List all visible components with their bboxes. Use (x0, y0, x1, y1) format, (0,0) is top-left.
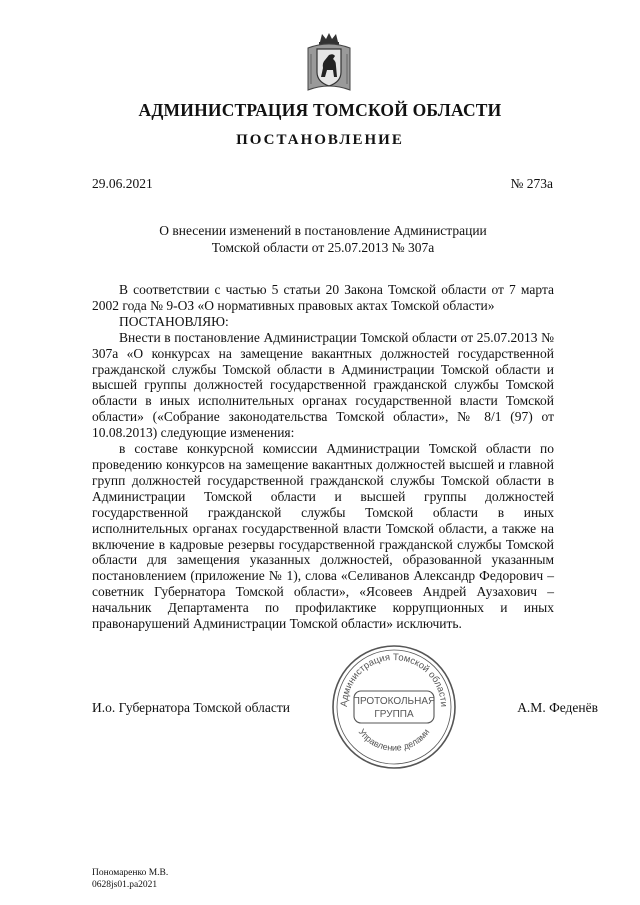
protocol-group-stamp (330, 643, 458, 771)
stamp-outer-text: Администрация Томской области (338, 651, 450, 708)
commission-paragraph: в составе конкурсной комиссии Администрации Томской области по проведению конкурсов на замещение вакантных должностей высшей и главной групп должностей государственной гражданской службы Томской области в Администрации Томской области и высшей группы должностей государственной гражданской службы Томской области в иных исполнительных органах государственной власти Томской области, а также на включение в кадровые резервы государственной гражданской службы Томской области для замещения указанных должностей, образованной указанным постановлением (приложение № 1), слова «Селиванов Александр Федорович – советник Губернатора Томской области», «Ясовеев Андрей Аузахович – начальник Департамента по профилактике коррупционных и иных правонарушений Администрации Томской области» исключить. (92, 441, 554, 632)
organization-title: АДМИНИСТРАЦИЯ ТОМСКОЙ ОБЛАСТИ (138, 100, 502, 120)
preamble-paragraph: В соответствии с частью 5 статьи 20 Закона Томской области от 7 марта 2002 года № 9-ОЗ «О нормативных правовых актах Томской области» (92, 282, 554, 313)
stamp-line-1: ПРОТОКОЛЬНАЯ (352, 696, 436, 707)
subject-line-1: О внесении изменений в постановление Администрации (159, 223, 487, 238)
resolution-word: ПОСТАНОВЛЯЮ: (119, 313, 229, 329)
subject-line-2: Томской области от 25.07.2013 № 307а (211, 240, 435, 255)
stamp-line-2: ГРУППА (374, 709, 414, 720)
executor-name: Пономаренко М.В. (92, 868, 169, 878)
coat-of-arms-icon (306, 32, 352, 92)
footer-notes (92, 868, 168, 891)
document-date: 29.06.2021 (92, 176, 153, 191)
document-subject (92, 222, 554, 256)
amendment-paragraph: Внести в постановление Администрации Томской области от 25.07.2013 № 307а «О конкурсах на замещение вакантных должностей государственной гражданской службы Томской области в Администрации Томской области и высшей группы должностей государственной гражданской службы Томской области в иных исполнительных органах государственной власти Томской области» («Собрание законодательства Томской области», № 8/1 (97) от 10.08.2013) следующие изменения: (92, 329, 554, 441)
stamp-bottom-text: Управление делами (356, 726, 432, 753)
document-body (92, 282, 554, 632)
signatory-position: И.о. Губернатора Томской области (92, 700, 290, 715)
signatory-name: А.М. Феденёв (517, 700, 598, 715)
file-reference: 0628js01.pa2021 (92, 879, 158, 890)
document-number: № 273а (510, 176, 553, 191)
document-type: ПОСТАНОВЛЕНИЕ (236, 132, 404, 148)
